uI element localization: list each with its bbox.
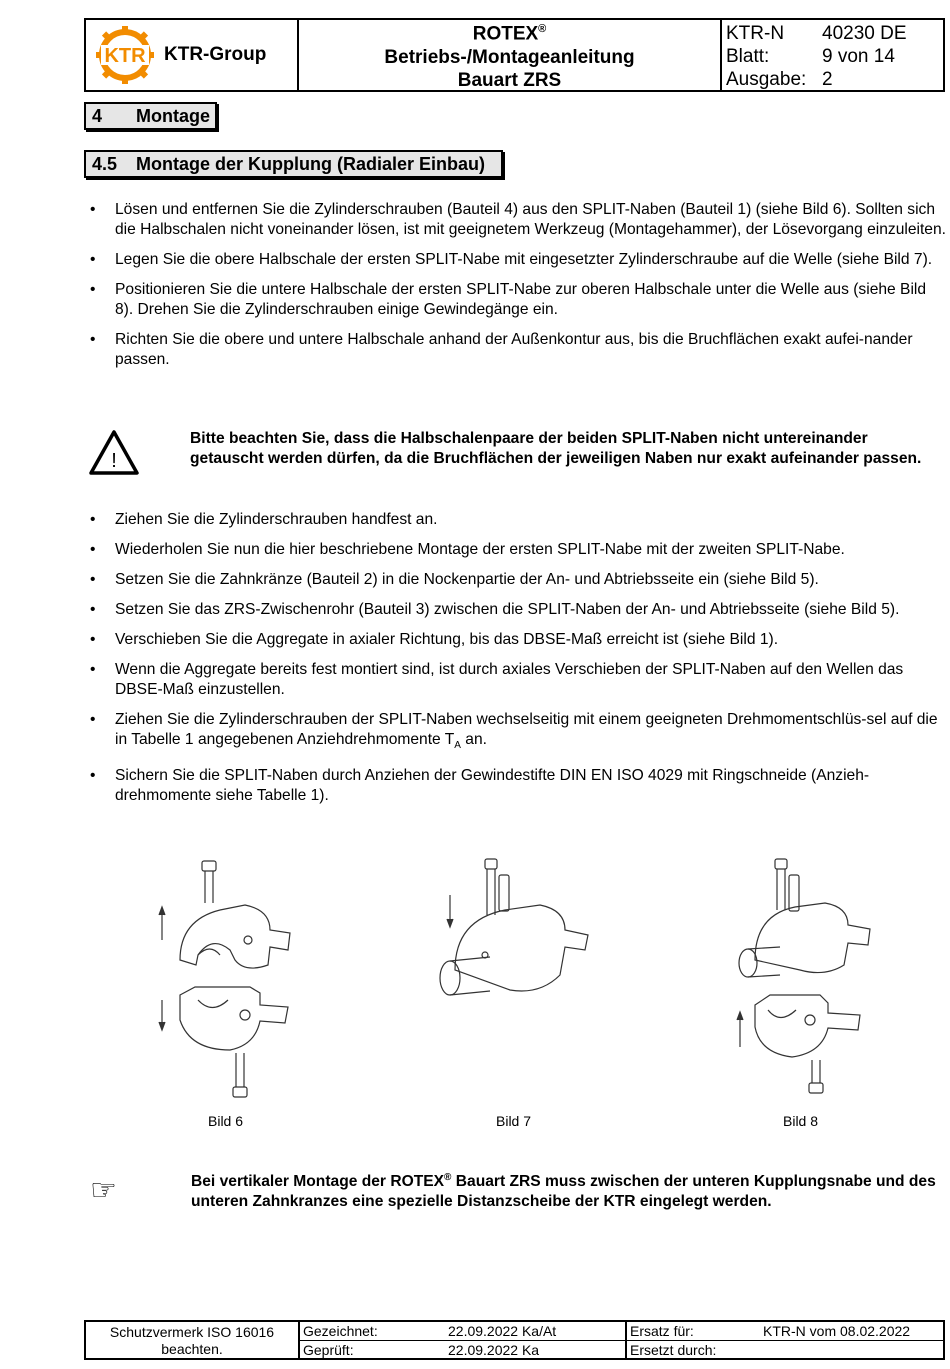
sheet-label: Blatt:: [726, 46, 770, 67]
drawn-label: Gezeichnet:: [303, 1323, 378, 1339]
bullet-icon: •: [90, 631, 96, 648]
list-item: • Setzen Sie das ZRS-Zwischenrohr (Bauteil 3) zwischen die SPLIT-Naben der An- und Abtriebsseite (siehe Bild 5).: [90, 601, 900, 618]
figure-caption-7: Bild 7: [496, 1113, 532, 1129]
drawn-value: 22.09.2022 Ka/At: [448, 1323, 557, 1339]
list-item: • Verschieben Sie die Aggregate in axialer Richtung, bis das DBSE-Maß erreicht ist (siehe Bild 1).: [90, 631, 779, 648]
title-series: Bauart ZRS: [457, 69, 562, 91]
instruction-list-top: [90, 200, 948, 380]
pointing-hand-icon: ☞: [90, 1174, 117, 1207]
doc-number-value: 40230 DE: [822, 23, 907, 44]
title-registered-mark: ®: [538, 23, 547, 36]
split-hub-exploded-drawing: [150, 855, 310, 1105]
checked-value: 22.09.2022 Ka: [448, 1342, 540, 1358]
list-item: • Wenn die Aggregate bereits fest montiert sind, ist durch axiales Verschieben der SPLIT-Naben auf den Wellen das DBSE-Maß einzustellen.: [90, 661, 904, 698]
ktr-logo-icon: [96, 26, 154, 84]
checked-label: Geprüft:: [303, 1342, 354, 1358]
edition-value: 2: [822, 69, 833, 90]
list-item: • Sichern Sie die SPLIT-Naben durch Anziehen der Gewindestifte DIN EN ISO 4029 mit Ringschneide (Anzieh-drehmomente siehe Tabelle 1).: [90, 767, 870, 805]
bullet-icon: •: [90, 251, 96, 268]
torque-subscript: A: [454, 740, 461, 752]
replaces-label: Ersatz für:: [630, 1323, 694, 1339]
torque-tail: an.: [460, 731, 487, 748]
sheet-value: 9 von 14: [822, 46, 895, 67]
torque-text: Ziehen Sie die Zylinderschrauben der SPLIT-Naben wechselseitig mit einem geeigneten Drehmomentschlüs-sel auf die in Tabelle 1 angegebenen Anziehdrehmomente T: [115, 711, 938, 748]
bullet-icon: •: [90, 511, 96, 528]
list-item: • Richten Sie die obere und untere Halbschale anhand der Außenkontur aus, bis die Bruchflächen exakt aufei-nander passen.: [90, 331, 913, 368]
document-meta: [722, 20, 943, 90]
bullet-icon: •: [90, 541, 96, 558]
company-name: KTR-Group: [164, 44, 267, 65]
footer-approval-cell: [300, 1322, 627, 1358]
footer-replacement-cell: [627, 1322, 943, 1358]
replaced-by-label: Ersetzt durch:: [630, 1342, 717, 1358]
bullet-icon: •: [90, 331, 96, 348]
figure-caption-6: Bild 6: [208, 1113, 244, 1129]
warning-triangle-icon: [88, 429, 140, 477]
bullet-icon: •: [90, 711, 96, 728]
list-item: • Lösen und entfernen Sie die Zylinderschrauben (Bauteil 4) aus den SPLIT-Naben (Bauteil 1) (siehe Bild 6). Sollten sich die Halbschalen nicht voneinander lösen, ist mit geeignetem Werkzeug (Montagehammer), der Lösevorgang einzuleiten.: [90, 201, 946, 238]
subsection-title: Montage der Kupplung (Radialer Einbau): [136, 154, 486, 174]
section-number: 4: [92, 106, 103, 126]
bullet-icon: •: [90, 661, 96, 678]
edition-label: Ausgabe:: [726, 69, 807, 90]
subsection-number: 4.5: [92, 154, 118, 174]
title-type: Betriebs-/Montageanleitung: [384, 46, 635, 68]
warning-box: [88, 429, 948, 499]
warning-text: Bitte beachten Sie, dass die Halbschalenpaare der beiden SPLIT-Naben nicht untereinander getauscht werden dürfen, da die Bruchflächen der jeweiligen Naben nur exakt aufeinander passen.: [190, 430, 922, 467]
bullet-icon: •: [90, 201, 96, 218]
bullet-icon: •: [90, 571, 96, 588]
svg-text:!: !: [111, 450, 117, 472]
svg-text:KTR: KTR: [104, 45, 146, 67]
instruction-list-bottom: [90, 510, 948, 816]
document-header: [84, 18, 945, 92]
figure-row: [100, 855, 940, 1145]
upper-shell-on-shaft-drawing: [430, 855, 610, 1055]
lower-shell-positioning-drawing: [730, 855, 900, 1105]
subsection-heading: [84, 150, 503, 178]
note-registered-mark: ®: [444, 1172, 452, 1183]
note-box: [90, 1168, 950, 1218]
list-item: • Wiederholen Sie nun die hier beschriebene Montage der ersten SPLIT-Nabe mit der zweiten SPLIT-Nabe.: [90, 541, 845, 558]
bullet-icon: •: [90, 281, 96, 298]
list-item: • Legen Sie die obere Halbschale der ersten SPLIT-Nabe mit eingesetzter Zylinderschraube auf die Welle (siehe Bild 7).: [90, 251, 933, 268]
note-text: Bei vertikaler Montage der ROTEX® Bauart ZRS muss zwischen der unteren Kupplungsnabe und des unteren Zahnkranzes eine spezielle Distanzscheibe der KTR eingelegt werden.: [191, 1172, 936, 1211]
doc-number-label: KTR-N: [726, 23, 785, 44]
document-title: [299, 20, 722, 90]
bullet-icon: •: [90, 601, 96, 618]
protection-notice: Schutzvermerk ISO 16016 beachten.: [86, 1322, 300, 1358]
figure-caption-8: Bild 8: [783, 1113, 819, 1129]
bullet-icon: •: [90, 767, 96, 785]
list-item: • Positionieren Sie die untere Halbschale der ersten SPLIT-Nabe zur oberen Halbschale unter die Welle aus (siehe Bild 8). Drehen Sie die Zylinderschrauben einige Gewindegänge ein.: [90, 281, 927, 318]
list-item: • Ziehen Sie die Zylinderschrauben handfest an.: [90, 511, 438, 528]
section-title: Montage: [136, 106, 210, 126]
list-item: [90, 710, 948, 756]
document-footer: [84, 1320, 945, 1360]
company-logo-cell: [86, 20, 299, 90]
title-product: ROTEX: [472, 23, 539, 45]
list-item: • Setzen Sie die Zahnkränze (Bauteil 2) in die Nockenpartie der An- und Abtriebsseite ein (siehe Bild 5).: [90, 571, 819, 588]
replaces-value: KTR-N vom 08.02.2022: [763, 1323, 911, 1339]
section-heading: [84, 102, 217, 130]
